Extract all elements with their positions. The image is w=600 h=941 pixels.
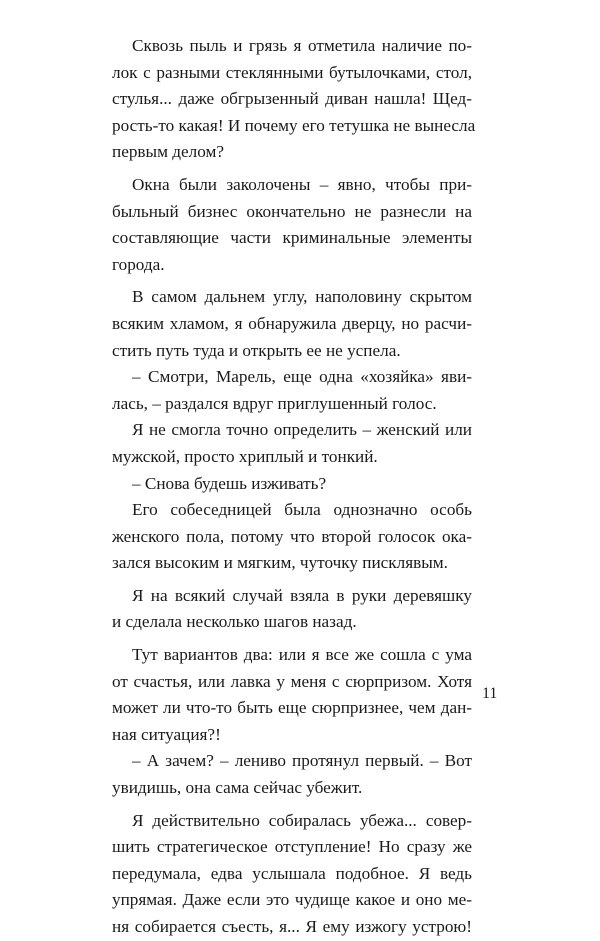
text-line: Окна были заколочены – явно, чтобы при- (132, 174, 472, 194)
text-line: – Смотри, Марель, еще одна «хозяйка» яви- (132, 367, 472, 387)
text-line: – А зачем? – лениво протянул первый. – Вот (132, 751, 472, 771)
text-line: В самом дальнем углу, наполовину скрытом (132, 287, 472, 307)
text-line: зался высоким и мягким, чуточку писклявым. (112, 553, 448, 573)
text-line: Я не смогла точно определить – женский или (132, 420, 472, 440)
paragraph (112, 417, 472, 470)
text-line: – Снова будешь изживать? (132, 473, 327, 493)
paragraph (112, 172, 472, 278)
paragraph (112, 471, 472, 498)
text-line: стить путь туда и открыть ее не успела. (112, 340, 401, 360)
page-text (112, 33, 476, 941)
text-line: от счастья, или лавка у меня с сюрпризом. Хотя (112, 671, 472, 691)
text-line: передумала, едва услышала подобное. Я ведь (112, 863, 472, 883)
text-line: Тут вариантов два: или я все же сошла с ума (132, 645, 472, 665)
paragraph (112, 642, 472, 748)
text-line: составляющие части криминальные элементы (112, 228, 472, 248)
text-line: быльный бизнес окончательно не разнесли на (112, 201, 472, 221)
text-line: мужской, просто хриплый и тонкий. (112, 446, 378, 466)
text-line: увидишь, она сама сейчас убежит. (112, 778, 363, 798)
paragraph (112, 497, 472, 577)
text-line: и сделала несколько шагов назад. (112, 612, 357, 632)
text-line: города. (112, 254, 165, 274)
text-line: может ли что-то быть еще сюрпризнее, чем дан- (112, 698, 472, 718)
paragraph (112, 748, 472, 801)
text-line: упрямая. Даже если это чудище какое и оно ме- (112, 890, 472, 910)
text-line: стулья... даже обгрызенный диван нашла! Щед- (112, 89, 472, 109)
text-line: рость-то какая! И почему его тетушка не вынесла (112, 115, 476, 135)
text-line: Я на всякий случай взяла в руки деревяшку (132, 585, 472, 605)
paragraph (112, 808, 472, 941)
text-line: лась, – раздался вдруг приглушенный голос. (112, 393, 437, 413)
paragraph (112, 284, 472, 364)
text-line: Его собеседницей была однозначно особь (132, 500, 472, 520)
paragraph (112, 364, 472, 417)
text-line: женского пола, потому что второй голосок ока- (112, 526, 472, 546)
text-line: лок с разными стеклянными бутылочками, стол, (112, 62, 472, 82)
text-line: первым делом? (112, 142, 224, 162)
text-line: Сквозь пыль и грязь я отметила наличие по- (132, 36, 472, 55)
page-number: 11 (482, 685, 498, 702)
paragraph (112, 583, 472, 636)
text-line: ная ситуация?! (112, 724, 221, 744)
text-line: ня собирается съесть, я... Я ему изжогу устрою! (112, 917, 472, 936)
text-line: Я действительно собиралась убежа... совер- (132, 810, 472, 830)
text-line: всяким хламом, я обнаружила дверцу, но расчи- (112, 313, 472, 333)
text-line: шить стратегическое отступление! Но сразу же (112, 837, 472, 857)
paragraph (112, 33, 476, 166)
